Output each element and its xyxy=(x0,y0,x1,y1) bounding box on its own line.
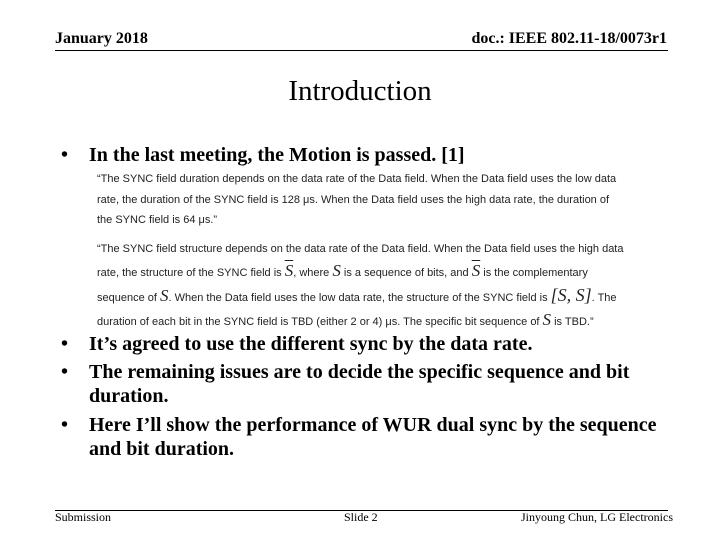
bullet-text: In the last meeting, the Motion is passed. [1] xyxy=(89,144,465,166)
bullet-symbol: • xyxy=(61,361,69,383)
math-s: S xyxy=(332,261,341,280)
quote-segment: , where xyxy=(293,267,333,279)
quote-segment: . The xyxy=(591,292,617,304)
quote-segment: is the complementary xyxy=(480,267,588,279)
bullet-text: Here I’ll show the performance of WUR dual sync by the sequence and bit duration. xyxy=(89,414,657,460)
bullet-symbol: • xyxy=(61,144,69,166)
quote-segment: rate, the structure of the SYNC field is xyxy=(97,267,285,279)
bullet-symbol: • xyxy=(61,414,69,436)
quote-line xyxy=(97,260,662,284)
math-s: S xyxy=(542,310,552,329)
bullet-symbol: • xyxy=(61,333,69,355)
footer-submission: Submission xyxy=(55,510,112,524)
quote-line: the SYNC field is 64 μs.” xyxy=(97,214,218,226)
quote-line xyxy=(97,284,662,309)
motion-quote-duration xyxy=(97,169,662,231)
quote-line: rate, the duration of the SYNC field is 128 μs. When the Data field uses the high data rate, the duration of xyxy=(97,193,610,206)
math-s: S xyxy=(160,286,169,305)
header-doc-id: doc.: IEEE 802.11-18/0073r1 xyxy=(471,30,667,47)
quote-line: “The SYNC field structure depends on the data rate of the Data field. When the Data field uses the high data xyxy=(97,243,624,255)
motion-quote-structure xyxy=(97,238,662,333)
slide-title: Introduction xyxy=(288,75,432,107)
header-divider xyxy=(55,50,668,51)
math-s-bar: $\overline{S}$ xyxy=(284,261,294,280)
footer-author: Jinyoung Chun, LG Electronics xyxy=(521,510,673,524)
quote-segment: sequence of xyxy=(97,292,160,304)
quote-line xyxy=(97,309,662,333)
quote-segment: is a sequence of bits, and xyxy=(340,267,472,279)
math-s-bar: $\overline{S}$ xyxy=(471,261,481,280)
quote-segment: . When the Data field uses the low data rate, the structure of the SYNC field is xyxy=(168,292,551,304)
bullet-text: The remaining issues are to decide the specific sequence and bit duration. xyxy=(89,361,630,407)
bullet-text: It’s agreed to use the different sync by the data rate. xyxy=(89,333,533,355)
footer-slide-number: Slide 2 xyxy=(344,510,378,524)
quote-line: “The SYNC field duration depends on the data rate of the Data field. When the Data field uses the low data xyxy=(97,173,617,185)
quote-segment: is TBD.” xyxy=(551,316,594,328)
header-date: January 2018 xyxy=(55,30,148,47)
math-s-s-sequence: [S, S] xyxy=(550,285,592,305)
quote-segment: duration of each bit in the SYNC field is TBD (either 2 or 4) μs. The specific bit sequence of xyxy=(97,316,543,328)
